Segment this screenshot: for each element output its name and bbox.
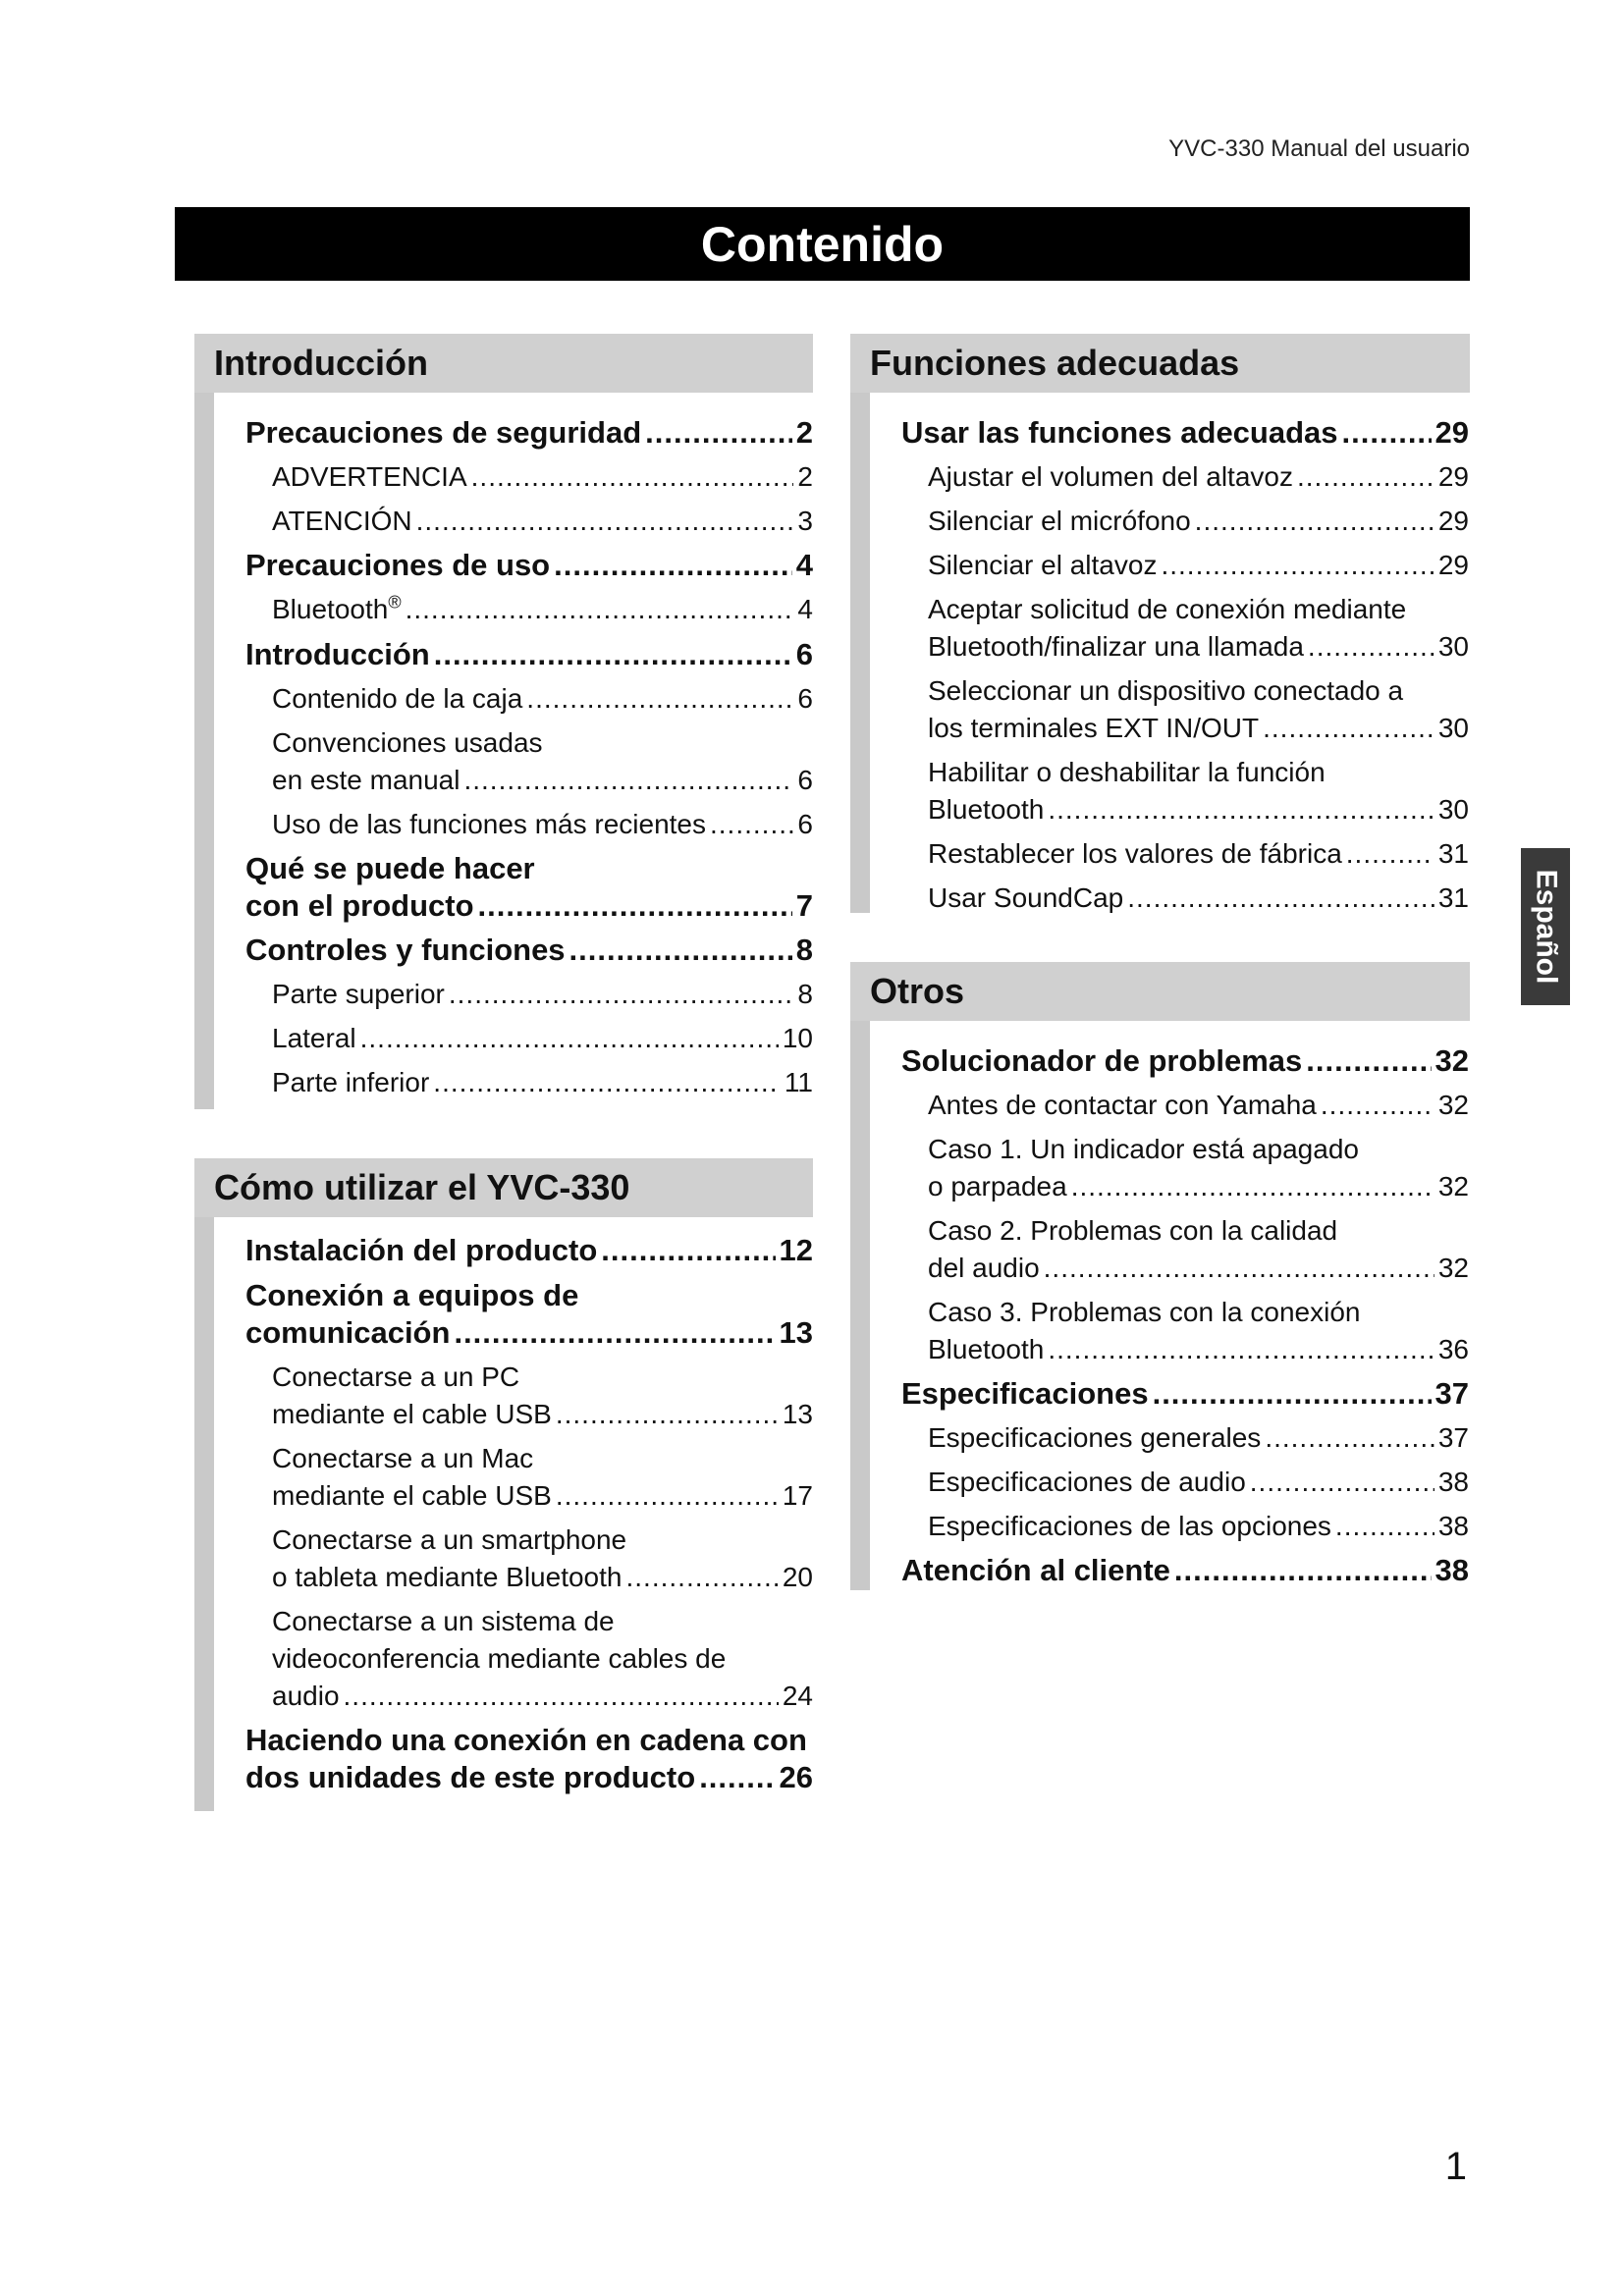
toc-entry[interactable]: Parte superior ..... 8 xyxy=(245,976,813,1013)
toc-entry[interactable]: Parte inferior ..... 11 xyxy=(245,1064,813,1101)
toc-entry[interactable]: Caso 1. Un indicador está apagado o parpadea ..... 32 xyxy=(901,1131,1469,1205)
toc-entry[interactable]: Restablecer los valores de fábrica ..... 31 xyxy=(901,835,1469,873)
toc-entry[interactable]: Conexión a equipos de comunicación ..... 13 xyxy=(245,1277,813,1352)
page-ref: 30 xyxy=(1437,794,1469,825)
toc-entry[interactable]: Habilitar o deshabilitar la función Bluetooth ..... 30 xyxy=(901,754,1469,828)
toc-entry[interactable]: Qué se puede hacer con el producto ..... 7 xyxy=(245,850,813,925)
page-ref: 7 xyxy=(795,888,813,923)
toc-entry[interactable]: Antes de contactar con Yamaha ..... 32 xyxy=(901,1087,1469,1124)
toc-entry[interactable]: Uso de las funciones más recientes ..... 6 xyxy=(245,806,813,843)
toc-entry[interactable]: Atención al cliente ..... 38 xyxy=(901,1552,1469,1589)
page-ref: 6 xyxy=(797,683,813,714)
toc-entry[interactable]: Conectarse a un sistema de videoconferencia mediante cables de audio ..... 24 xyxy=(245,1603,813,1715)
toc-entry[interactable]: Caso 2. Problemas con la calidad del audio ..... 32 xyxy=(901,1212,1469,1287)
page-ref: 4 xyxy=(795,548,813,582)
page-ref: 20 xyxy=(782,1562,813,1592)
page-ref: 37 xyxy=(1437,1422,1469,1453)
toc-entry[interactable]: Silenciar el altavoz ..... 29 xyxy=(901,547,1469,584)
toc-entry[interactable]: Contenido de la caja ..... 6 xyxy=(245,680,813,718)
toc-entry[interactable]: Precauciones de uso ..... 4 xyxy=(245,547,813,584)
toc-entry[interactable]: Aceptar solicitud de conexión mediante Bluetooth/finalizar una llamada ..... 30 xyxy=(901,591,1469,666)
toc-list xyxy=(901,1042,1469,1589)
section-header: Cómo utilizar el YVC-330 xyxy=(194,1158,813,1217)
section-funciones xyxy=(850,334,1470,913)
page-ref: 31 xyxy=(1437,882,1469,913)
toc-entry[interactable]: Solucionador de problemas ..... 32 xyxy=(901,1042,1469,1080)
toc-entry[interactable]: ATENCIÓN ..... 3 xyxy=(245,503,813,540)
page-ref: 6 xyxy=(797,765,813,795)
section-introduccion xyxy=(194,334,813,1109)
page-ref: 32 xyxy=(1435,1043,1469,1078)
toc-entry[interactable]: ADVERTENCIA ..... 2 xyxy=(245,458,813,496)
page-ref: 8 xyxy=(797,979,813,1009)
page-ref: 4 xyxy=(797,594,813,624)
page-ref: 30 xyxy=(1437,631,1469,662)
page-ref: 38 xyxy=(1437,1511,1469,1541)
page-ref: 29 xyxy=(1437,506,1469,536)
page-ref: 11 xyxy=(784,1067,813,1097)
language-tab[interactable] xyxy=(1521,848,1570,1005)
toc-entry[interactable]: Haciendo una conexión en cadena con dos unidades de este producto ..... 26 xyxy=(245,1722,813,1796)
page-ref: 32 xyxy=(1437,1171,1469,1201)
page-ref: 32 xyxy=(1437,1090,1469,1120)
page-ref: 29 xyxy=(1437,550,1469,580)
page-ref: 2 xyxy=(797,461,813,492)
toc-entry[interactable]: Especificaciones generales ..... 37 xyxy=(901,1419,1469,1457)
toc-entry[interactable]: Bluetooth® ..... 4 xyxy=(245,591,813,628)
toc-entry[interactable]: Usar las funciones adecuadas ..... 29 xyxy=(901,414,1469,452)
page-ref: 31 xyxy=(1437,838,1469,869)
toc-list xyxy=(901,414,1469,917)
page-ref: 29 xyxy=(1437,461,1469,492)
manual-title: YVC-330 Manual del usuario xyxy=(1168,135,1470,162)
toc-entry[interactable]: Instalación del producto ..... 12 xyxy=(245,1232,813,1269)
toc-entry[interactable]: Seleccionar un dispositivo conectado a los terminales EXT IN/OUT ..... 30 xyxy=(901,672,1469,747)
page-ref: 29 xyxy=(1435,415,1469,450)
toc-entry[interactable]: Precauciones de seguridad ..... 2 xyxy=(245,414,813,452)
toc-entry[interactable]: Lateral ..... 10 xyxy=(245,1020,813,1057)
page-ref: 12 xyxy=(779,1233,813,1267)
toc-entry[interactable]: Conectarse a un PC mediante el cable USB ..... 13 xyxy=(245,1359,813,1433)
toc-list xyxy=(245,414,813,1101)
language-tab-label: Español xyxy=(1530,869,1563,985)
page-ref: 8 xyxy=(795,933,813,967)
page-ref: 2 xyxy=(795,415,813,450)
toc-entry[interactable]: Convenciones usadas en este manual ..... 6 xyxy=(245,724,813,799)
page-ref: 38 xyxy=(1437,1467,1469,1497)
page-ref: 17 xyxy=(782,1480,813,1511)
section-header: Funciones adecuadas xyxy=(850,334,1470,393)
toc-entry[interactable]: Silenciar el micrófono ..... 29 xyxy=(901,503,1469,540)
page-ref: 6 xyxy=(797,809,813,839)
toc-entry[interactable]: Especificaciones de las opciones ..... 38 xyxy=(901,1508,1469,1545)
toc-entry[interactable]: Especificaciones ..... 37 xyxy=(901,1375,1469,1413)
page-ref: 30 xyxy=(1437,713,1469,743)
page-ref: 13 xyxy=(779,1315,813,1350)
page-ref: 13 xyxy=(782,1399,813,1429)
page-ref: 3 xyxy=(797,506,813,536)
page-ref: 36 xyxy=(1437,1334,1469,1364)
page-ref: 38 xyxy=(1435,1553,1469,1587)
page-ref: 37 xyxy=(1435,1376,1469,1411)
section-header: Introducción xyxy=(194,334,813,393)
section-header: Otros xyxy=(850,962,1470,1021)
page-ref: 10 xyxy=(782,1023,813,1053)
page-ref: 6 xyxy=(795,637,813,671)
page-number: 1 xyxy=(1444,2145,1467,2188)
page-ref: 32 xyxy=(1437,1253,1469,1283)
page-ref: 24 xyxy=(782,1681,813,1711)
toc-list xyxy=(245,1232,813,1796)
toc-entry[interactable]: Usar SoundCap ..... 31 xyxy=(901,880,1469,917)
toc-entry[interactable]: Conectarse a un smartphone o tableta mediante Bluetooth ..... 20 xyxy=(245,1522,813,1596)
toc-entry[interactable]: Conectarse a un Mac mediante el cable USB ..... 17 xyxy=(245,1440,813,1515)
section-como-utilizar xyxy=(194,1158,813,1811)
page-title: Contenido xyxy=(175,207,1470,281)
section-otros xyxy=(850,962,1470,1590)
toc-entry[interactable]: Caso 3. Problemas con la conexión Bluetooth ..... 36 xyxy=(901,1294,1469,1368)
page-ref: 26 xyxy=(779,1760,813,1794)
toc-entry[interactable]: Especificaciones de audio ..... 38 xyxy=(901,1464,1469,1501)
toc-entry[interactable]: Ajustar el volumen del altavoz ..... 29 xyxy=(901,458,1469,496)
toc-entry[interactable]: Controles y funciones ..... 8 xyxy=(245,932,813,969)
toc-entry[interactable]: Introducción ..... 6 xyxy=(245,636,813,673)
